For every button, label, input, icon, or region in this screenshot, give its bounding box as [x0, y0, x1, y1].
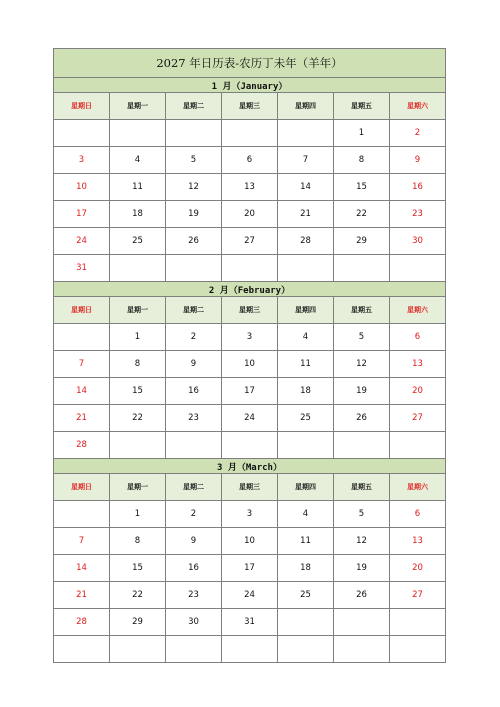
- day-cell: [334, 255, 390, 282]
- title-row: [54, 49, 446, 78]
- day-cell: 26: [166, 228, 222, 255]
- day-cell: 30: [390, 228, 446, 255]
- day-cell: [278, 255, 334, 282]
- day-cell: 21: [54, 582, 110, 609]
- day-cell: [334, 609, 390, 636]
- day-cell: 25: [278, 582, 334, 609]
- day-cell: 13: [390, 528, 446, 555]
- week-row: [54, 120, 446, 147]
- weekday-header-row: [54, 297, 446, 324]
- day-cell: [110, 432, 166, 459]
- day-cell: 12: [166, 174, 222, 201]
- day-cell: 27: [222, 228, 278, 255]
- weekday-label: 星期二: [166, 93, 222, 120]
- day-cell: 1: [110, 324, 166, 351]
- day-cell: 2: [166, 324, 222, 351]
- week-row: [54, 228, 446, 255]
- day-cell: [166, 432, 222, 459]
- day-cell: [278, 120, 334, 147]
- day-cell: [110, 636, 166, 663]
- weekday-label: 星期五: [334, 474, 390, 501]
- month-label: 1 月（January）: [54, 78, 446, 93]
- day-cell: 13: [222, 174, 278, 201]
- day-cell: 4: [110, 147, 166, 174]
- weekday-label: 星期三: [222, 297, 278, 324]
- day-cell: [278, 609, 334, 636]
- day-cell: 22: [110, 582, 166, 609]
- day-cell: 20: [222, 201, 278, 228]
- day-cell: 17: [222, 378, 278, 405]
- day-cell: 21: [278, 201, 334, 228]
- day-cell: 3: [222, 501, 278, 528]
- day-cell: 7: [278, 147, 334, 174]
- day-cell: [334, 636, 390, 663]
- day-cell: 22: [110, 405, 166, 432]
- day-cell: 9: [390, 147, 446, 174]
- calendar-table: [53, 48, 446, 663]
- day-cell: 25: [278, 405, 334, 432]
- day-cell: 31: [222, 609, 278, 636]
- day-cell: 14: [54, 555, 110, 582]
- week-row: [54, 174, 446, 201]
- day-cell: 9: [166, 528, 222, 555]
- day-cell: 5: [334, 501, 390, 528]
- weekday-label: 星期四: [278, 93, 334, 120]
- day-cell: 4: [278, 324, 334, 351]
- day-cell: 14: [278, 174, 334, 201]
- day-cell: 17: [54, 201, 110, 228]
- week-row: [54, 147, 446, 174]
- week-row: [54, 201, 446, 228]
- day-cell: [390, 432, 446, 459]
- day-cell: [110, 255, 166, 282]
- weekday-label: 星期四: [278, 474, 334, 501]
- day-cell: 14: [54, 378, 110, 405]
- calendar-title: 2027 年日历表-农历丁未年（羊年）: [54, 49, 446, 78]
- weekday-header-row: [54, 93, 446, 120]
- day-cell: [110, 120, 166, 147]
- weekday-label: 星期二: [166, 297, 222, 324]
- day-cell: 15: [110, 555, 166, 582]
- day-cell: 6: [390, 501, 446, 528]
- day-cell: 24: [222, 405, 278, 432]
- day-cell: 5: [166, 147, 222, 174]
- day-cell: [54, 636, 110, 663]
- month-header-row: [54, 78, 446, 93]
- day-cell: 7: [54, 528, 110, 555]
- day-cell: 28: [54, 432, 110, 459]
- day-cell: 10: [222, 351, 278, 378]
- day-cell: 27: [390, 405, 446, 432]
- day-cell: 23: [166, 582, 222, 609]
- day-cell: 3: [222, 324, 278, 351]
- day-cell: [278, 636, 334, 663]
- day-cell: [278, 432, 334, 459]
- day-cell: 28: [54, 609, 110, 636]
- day-cell: [222, 432, 278, 459]
- day-cell: 11: [278, 351, 334, 378]
- week-row: [54, 609, 446, 636]
- day-cell: [166, 120, 222, 147]
- day-cell: 2: [390, 120, 446, 147]
- weekday-label: 星期五: [334, 297, 390, 324]
- weekday-label: 星期四: [278, 297, 334, 324]
- day-cell: 18: [278, 378, 334, 405]
- day-cell: 17: [222, 555, 278, 582]
- day-cell: [222, 636, 278, 663]
- week-row: [54, 378, 446, 405]
- day-cell: 20: [390, 378, 446, 405]
- day-cell: 29: [110, 609, 166, 636]
- day-cell: 16: [166, 378, 222, 405]
- day-cell: [390, 636, 446, 663]
- calendar-body: [54, 49, 446, 663]
- day-cell: 31: [54, 255, 110, 282]
- day-cell: 22: [334, 201, 390, 228]
- day-cell: 8: [110, 528, 166, 555]
- day-cell: 15: [334, 174, 390, 201]
- day-cell: [166, 636, 222, 663]
- weekday-label: 星期日: [54, 297, 110, 324]
- day-cell: 18: [278, 555, 334, 582]
- weekday-label: 星期日: [54, 474, 110, 501]
- weekday-label: 星期六: [390, 474, 446, 501]
- day-cell: 8: [334, 147, 390, 174]
- weekday-label: 星期一: [110, 93, 166, 120]
- day-cell: 1: [110, 501, 166, 528]
- weekday-label: 星期三: [222, 93, 278, 120]
- day-cell: 19: [334, 378, 390, 405]
- day-cell: [222, 255, 278, 282]
- day-cell: 10: [222, 528, 278, 555]
- day-cell: [166, 255, 222, 282]
- day-cell: [54, 324, 110, 351]
- weekday-label: 星期日: [54, 93, 110, 120]
- day-cell: 10: [54, 174, 110, 201]
- day-cell: 3: [54, 147, 110, 174]
- weekday-label: 星期一: [110, 297, 166, 324]
- day-cell: 19: [334, 555, 390, 582]
- day-cell: [390, 609, 446, 636]
- day-cell: 27: [390, 582, 446, 609]
- day-cell: 23: [166, 405, 222, 432]
- day-cell: 9: [166, 351, 222, 378]
- day-cell: [334, 432, 390, 459]
- weekday-label: 星期六: [390, 93, 446, 120]
- day-cell: 11: [278, 528, 334, 555]
- week-row: [54, 501, 446, 528]
- day-cell: [54, 120, 110, 147]
- month-label: 2 月（February）: [54, 282, 446, 297]
- day-cell: 16: [390, 174, 446, 201]
- weekday-label: 星期六: [390, 297, 446, 324]
- day-cell: 24: [222, 582, 278, 609]
- week-row: [54, 555, 446, 582]
- week-row: [54, 324, 446, 351]
- day-cell: 15: [110, 378, 166, 405]
- day-cell: 13: [390, 351, 446, 378]
- week-row: [54, 351, 446, 378]
- day-cell: 1: [334, 120, 390, 147]
- day-cell: 6: [390, 324, 446, 351]
- day-cell: 25: [110, 228, 166, 255]
- weekday-header-row: [54, 474, 446, 501]
- day-cell: 6: [222, 147, 278, 174]
- weekday-label: 星期二: [166, 474, 222, 501]
- week-row: [54, 432, 446, 459]
- day-cell: 16: [166, 555, 222, 582]
- day-cell: 12: [334, 528, 390, 555]
- week-row: [54, 405, 446, 432]
- day-cell: 8: [110, 351, 166, 378]
- day-cell: 29: [334, 228, 390, 255]
- day-cell: [222, 120, 278, 147]
- day-cell: 23: [390, 201, 446, 228]
- day-cell: 18: [110, 201, 166, 228]
- day-cell: 11: [110, 174, 166, 201]
- day-cell: 28: [278, 228, 334, 255]
- month-label: 3 月（March）: [54, 459, 446, 474]
- day-cell: [390, 255, 446, 282]
- week-row: [54, 636, 446, 663]
- weekday-label: 星期一: [110, 474, 166, 501]
- day-cell: 21: [54, 405, 110, 432]
- week-row: [54, 255, 446, 282]
- day-cell: 12: [334, 351, 390, 378]
- day-cell: 30: [166, 609, 222, 636]
- day-cell: 4: [278, 501, 334, 528]
- week-row: [54, 528, 446, 555]
- day-cell: [54, 501, 110, 528]
- day-cell: 20: [390, 555, 446, 582]
- day-cell: 5: [334, 324, 390, 351]
- week-row: [54, 582, 446, 609]
- month-header-row: [54, 282, 446, 297]
- day-cell: 26: [334, 582, 390, 609]
- month-header-row: [54, 459, 446, 474]
- day-cell: 19: [166, 201, 222, 228]
- day-cell: 26: [334, 405, 390, 432]
- day-cell: 2: [166, 501, 222, 528]
- day-cell: 7: [54, 351, 110, 378]
- weekday-label: 星期五: [334, 93, 390, 120]
- day-cell: 24: [54, 228, 110, 255]
- weekday-label: 星期三: [222, 474, 278, 501]
